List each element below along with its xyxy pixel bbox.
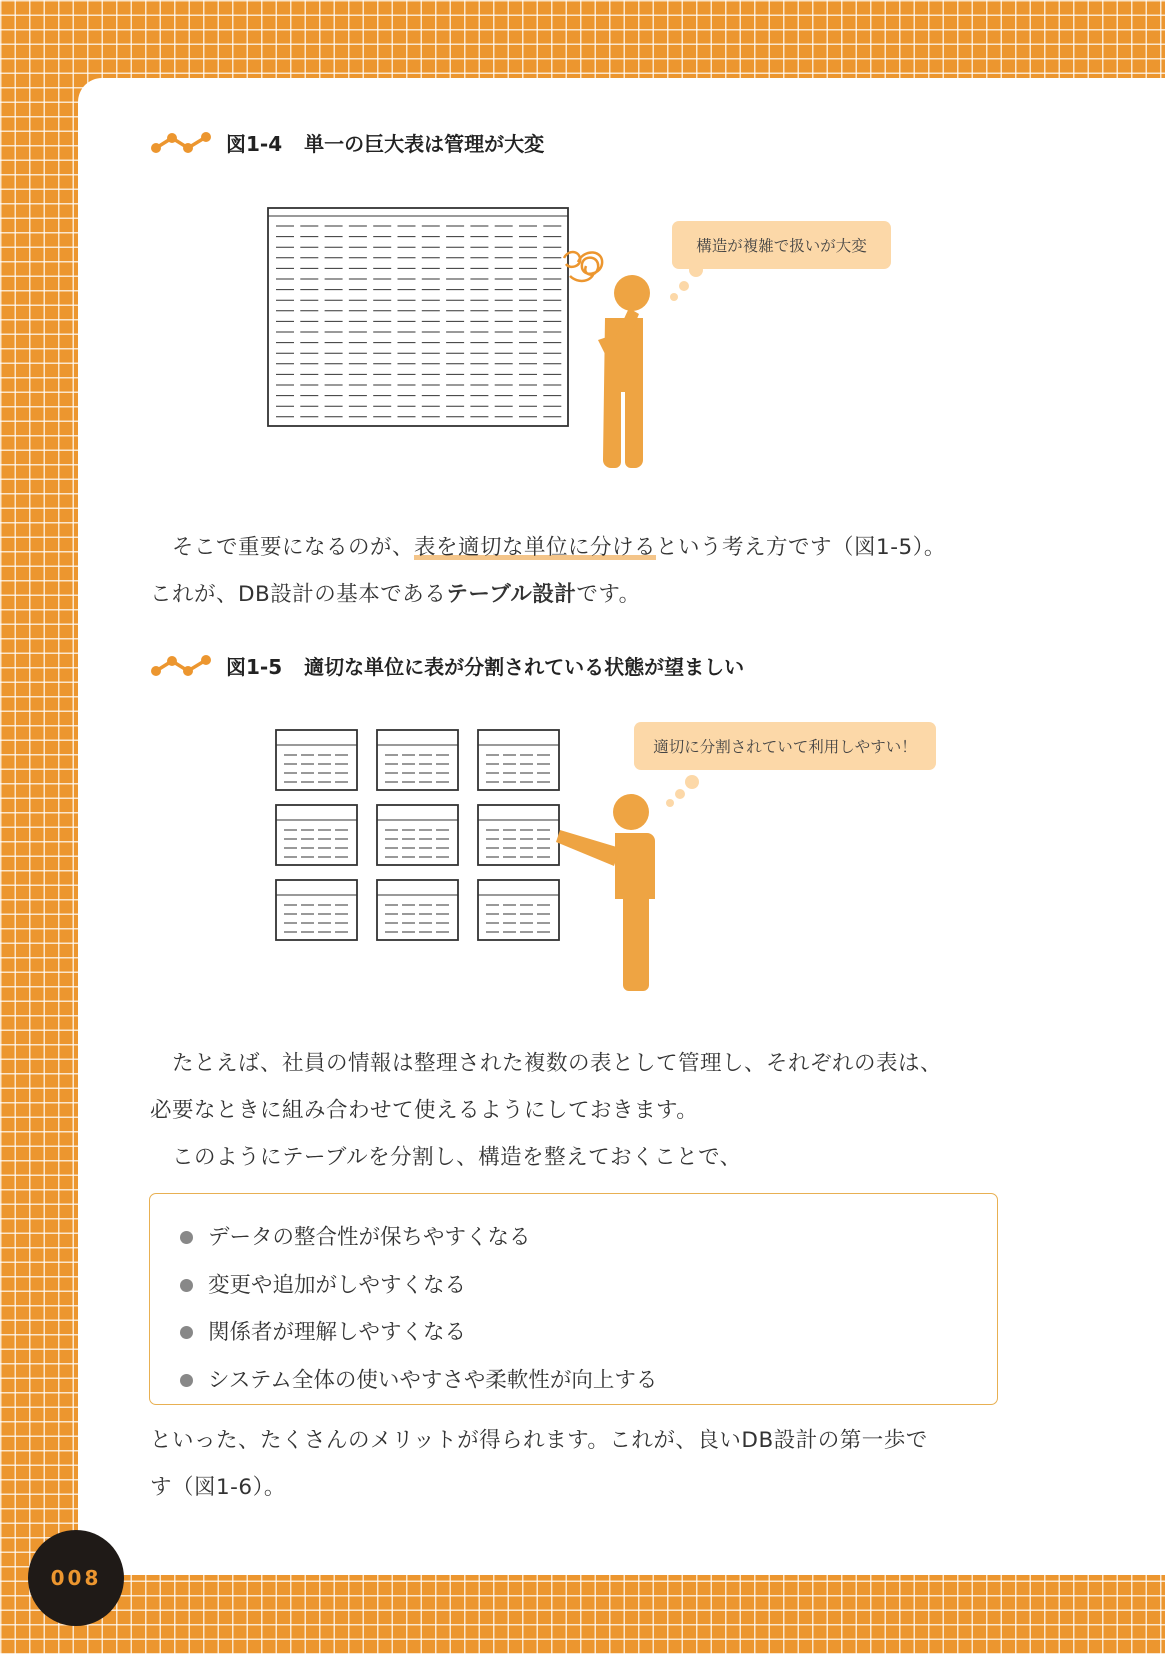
list-item <box>180 1214 997 1262</box>
paragraph-2-line1: たとえば、社員の情報は整理された複数の表として管理し、それぞれの表は、 <box>172 1051 943 1076</box>
small-table-icon <box>276 880 357 940</box>
benefit-text: 変更や追加がしやすくなる <box>208 1272 467 1298</box>
bullet-icon <box>180 1374 193 1387</box>
list-item <box>180 1309 997 1357</box>
tangled-thought-icon <box>564 252 602 281</box>
paragraph-1-text-end: という考え方です（図1-5）。 <box>656 535 946 560</box>
small-table-icon <box>478 805 559 865</box>
paragraph-3 <box>150 1417 1010 1511</box>
figure-number: 図1-5 <box>226 654 283 679</box>
bullet-icon <box>180 1326 193 1339</box>
figure-1-4-title <box>150 127 544 157</box>
paragraph-1-highlight: 表を適切な単位に分ける <box>414 535 657 560</box>
thinking-person-icon <box>598 275 650 468</box>
small-table-icon <box>276 730 357 790</box>
figure-number: 図1-4 <box>226 131 283 156</box>
small-table-icon <box>478 880 559 940</box>
paragraph-1-bold: テーブル設計 <box>446 582 577 607</box>
benefits-box <box>149 1193 998 1405</box>
paragraph-1-line2: これが、DB設計の基本である <box>150 582 447 607</box>
small-table-icon <box>377 805 458 865</box>
speech-bubble-complex: 構造が複雑で扱いが大変 <box>672 221 891 269</box>
benefit-text: 関係者が理解しやすくなる <box>208 1320 467 1345</box>
paragraph-1-text: そこで重要になるのが、 <box>172 535 415 560</box>
benefit-text: データの整合性が保ちやすくなる <box>208 1225 531 1250</box>
paragraph-2-line3: このようにテーブルを分割し、構造を整えておくことで、 <box>172 1145 742 1170</box>
page-number: 008 <box>28 1530 124 1626</box>
thought-dots-icon <box>666 775 699 807</box>
line-graph-icon <box>150 129 216 155</box>
small-tables-grid <box>276 730 559 940</box>
list-item <box>180 1262 997 1310</box>
paragraph-1 <box>150 524 1010 618</box>
large-table-icon <box>268 208 568 426</box>
pointing-person-icon <box>556 794 655 991</box>
figure-caption: 適切な単位に表が分割されている状態が望ましい <box>304 654 745 679</box>
small-table-icon <box>377 730 458 790</box>
small-table-icon <box>377 880 458 940</box>
paragraph-2-line2: 必要なときに組み合わせて使えるようにしておきます。 <box>150 1098 699 1123</box>
paragraph-2 <box>150 1040 1010 1181</box>
figure-1-5-title <box>150 650 744 680</box>
paragraph-1-line2-end: です。 <box>576 582 641 607</box>
line-graph-icon <box>150 652 216 678</box>
small-table-icon <box>276 805 357 865</box>
bullet-icon <box>180 1231 193 1244</box>
small-table-icon <box>478 730 559 790</box>
list-item <box>180 1357 997 1405</box>
paragraph-3-line1: といった、たくさんのメリットが得られます。これが、良いDB設計の第一歩で <box>150 1428 928 1453</box>
benefit-text: システム全体の使いやすさや柔軟性が向上する <box>208 1367 658 1393</box>
benefits-list <box>150 1194 997 1404</box>
figure-caption: 単一の巨大表は管理が大変 <box>304 131 545 156</box>
paragraph-3-line2: す（図1-6）。 <box>150 1475 286 1500</box>
bullet-icon <box>180 1279 193 1292</box>
speech-bubble-organized: 適切に分割されていて利用しやすい！ <box>634 722 936 770</box>
